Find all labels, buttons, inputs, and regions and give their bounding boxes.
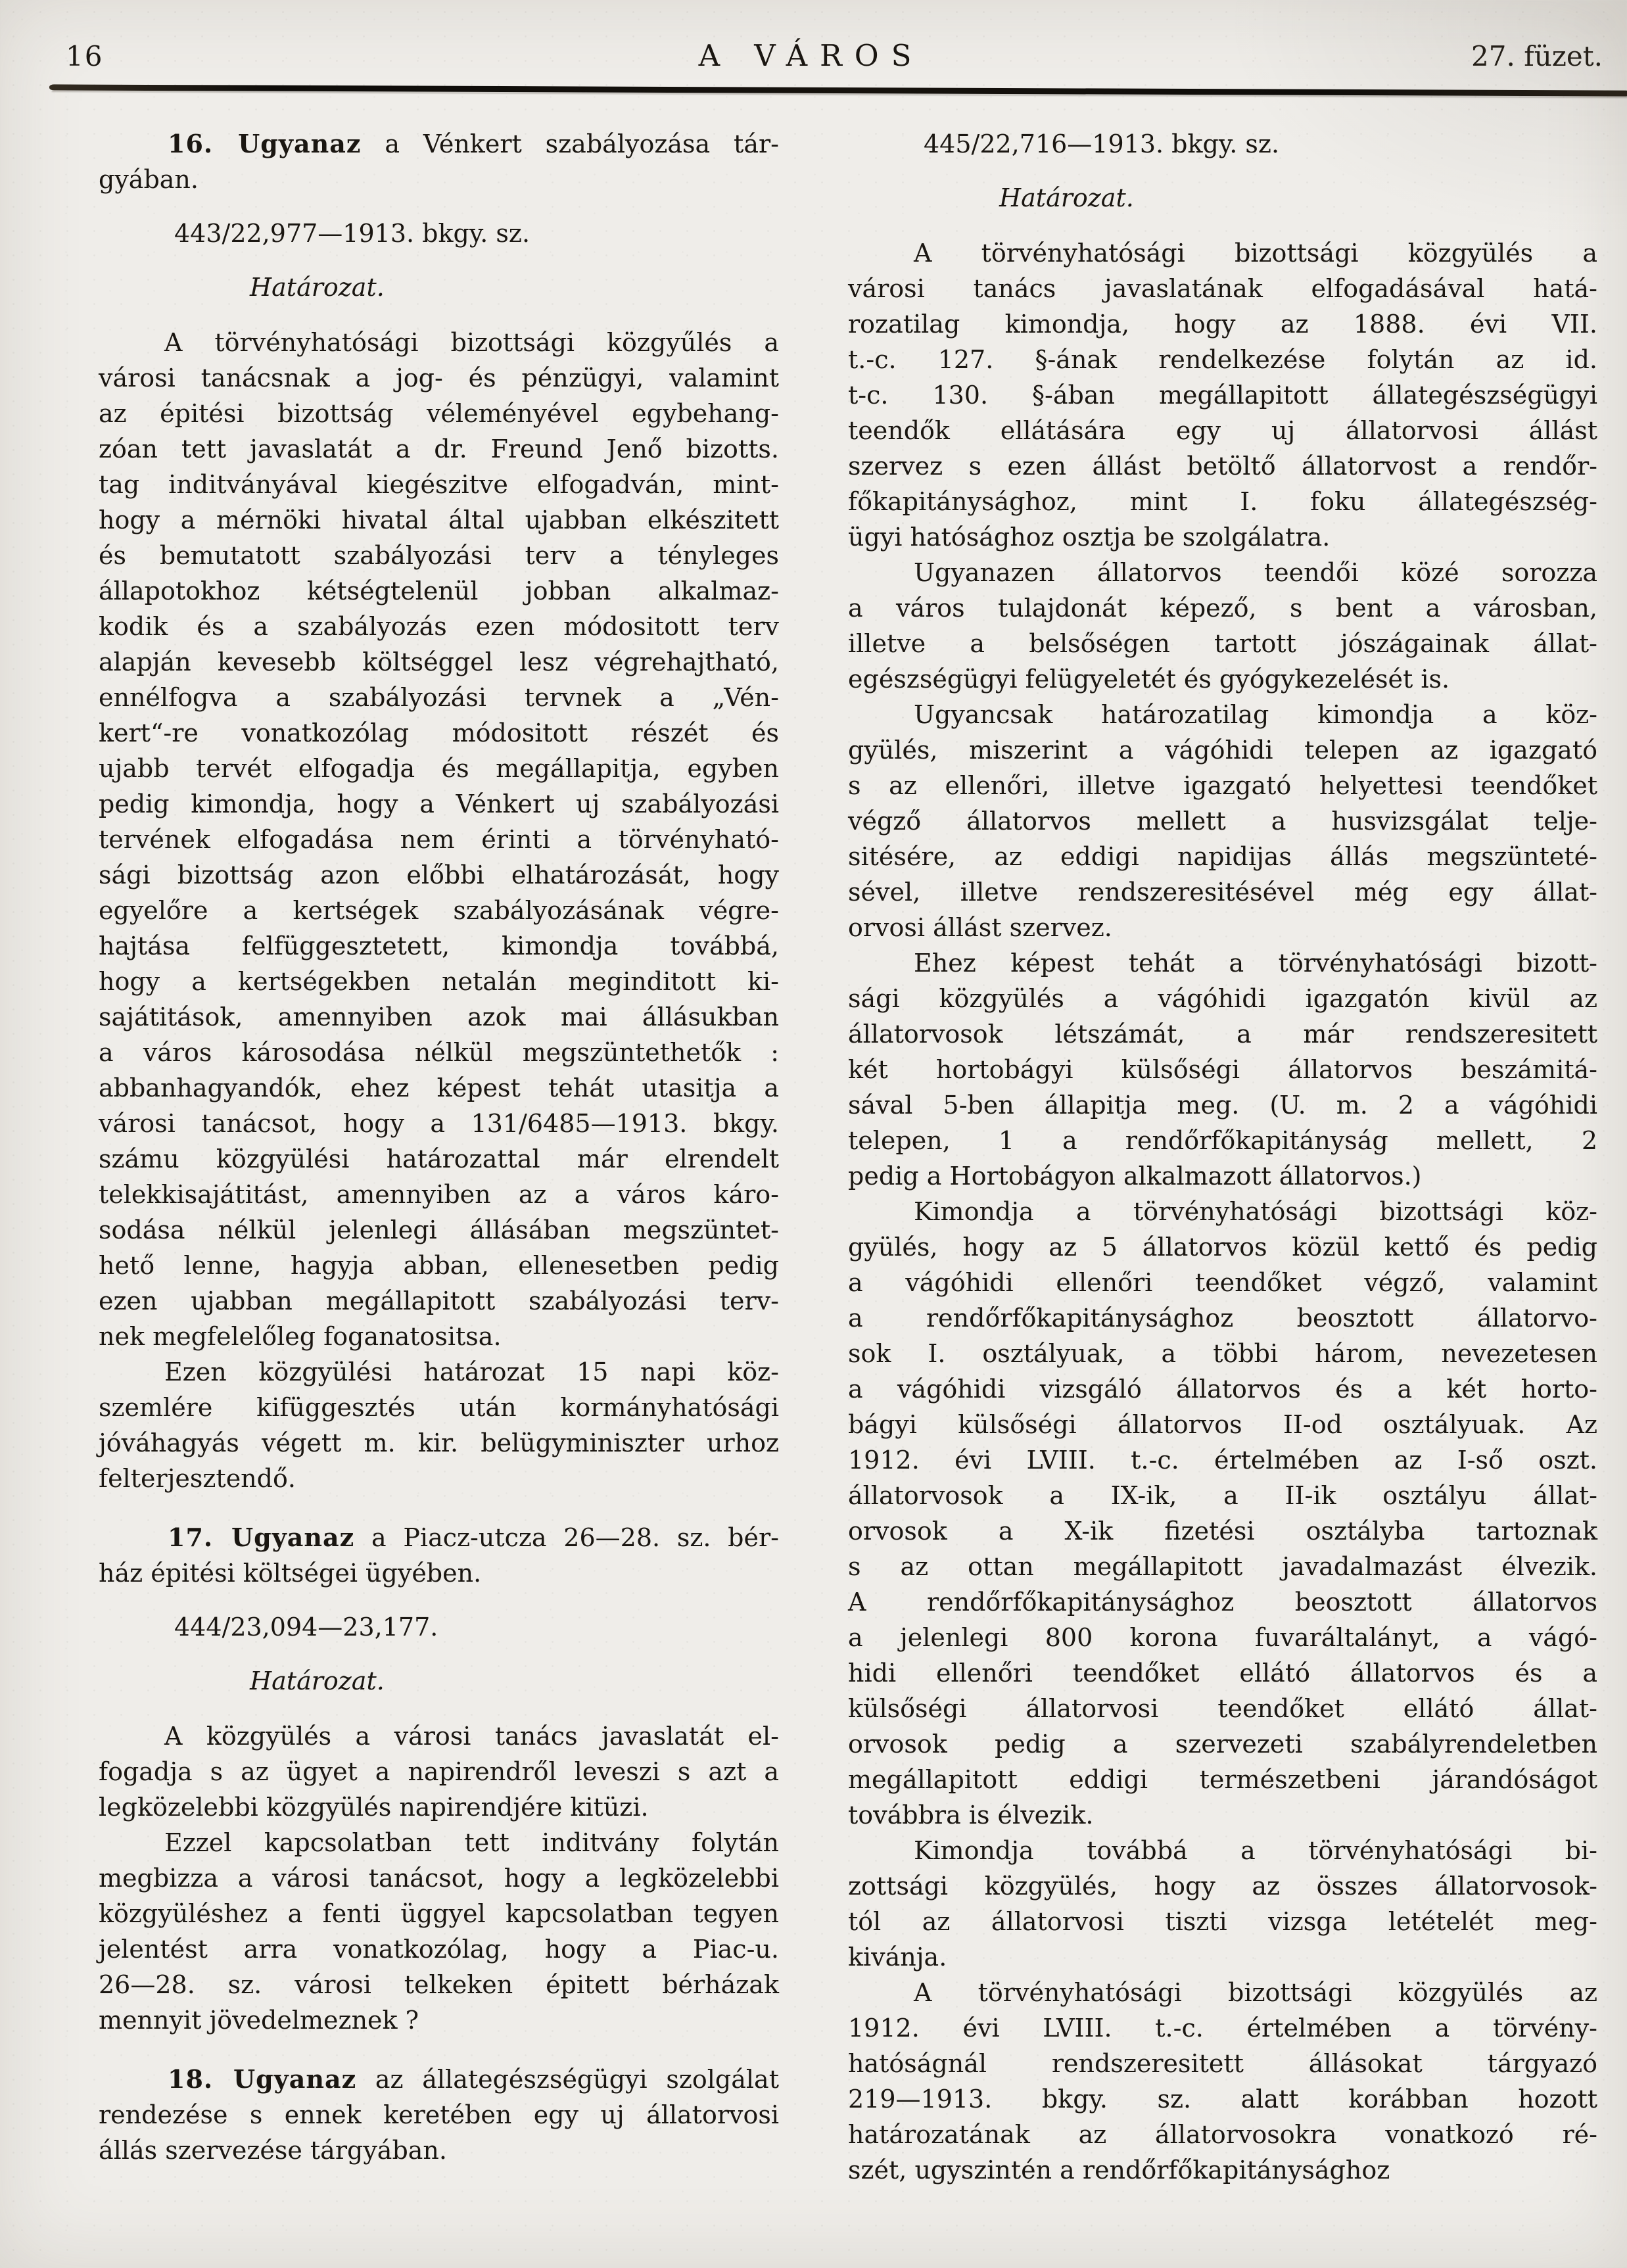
resolution-heading xyxy=(99,1663,779,1699)
text-line: hogy a kertségekben netalán meginditott ki- xyxy=(99,967,779,996)
paragraph xyxy=(848,555,1597,697)
text-line: illetve a belsőségen tartott jószágainak állat- xyxy=(848,629,1597,658)
text-line: tervének elfogadása nem érinti a törvényható- xyxy=(99,825,779,854)
text-line: A törvényhatósági bizottsági közgyülés az xyxy=(914,1978,1597,2007)
text-line: mennyit jövedelmeznek ? xyxy=(99,2006,419,2035)
text-line: városi tanács javaslatának elfogadásával hatá- xyxy=(848,274,1597,303)
text-line: a vágóhidi ellenőri teendőket végző, valamint xyxy=(848,1268,1597,1297)
text-line: sajátitások, amennyiben azok mai állásukban xyxy=(99,1003,779,1031)
text-line: a város károsodása nélkül megszüntethetők : xyxy=(99,1038,779,1067)
text-line: A törvényhatósági bizottsági közgyülés a xyxy=(914,239,1597,268)
paragraph xyxy=(99,325,779,1354)
text-line: A törvényhatósági bizottsági közgyűlés a xyxy=(164,328,779,357)
text-line: állatorvosok a IX-ik, a II-ik osztályu állat- xyxy=(848,1481,1597,1510)
text-line: orvosok a X-ik fizetési osztályba tartoznak xyxy=(848,1517,1597,1546)
text-line: pedig a Hortobágyon alkalmazott állatorvos.) xyxy=(848,1162,1422,1191)
text-line: 16. Ugyanaz a Vénkert szabályozása tár- xyxy=(168,129,779,158)
text-line: ezen ujabban megállapitott szabályozási terv- xyxy=(99,1287,779,1315)
text-line: a rendőrfőkapitánysághoz beosztott állatorvo- xyxy=(848,1304,1597,1333)
text-line: sodása nélkül jelenlegi állásában megszüntet- xyxy=(99,1216,779,1244)
text-line: telekkisajátitást, amennyiben az a város káro- xyxy=(99,1180,779,1209)
text-line: telepen, 1 a rendőrfőkapitányság mellett, 2 xyxy=(848,1126,1597,1155)
text-line: ügyi hatósághoz osztja be szolgálatra. xyxy=(848,523,1331,552)
text-line: Ugyanazen állatorvos teendői közé sorozza xyxy=(914,558,1597,587)
page-number: 16 xyxy=(66,40,104,72)
text-line: felterjesztendő. xyxy=(99,1464,296,1493)
text-line: rendezése s ennek keretében egy uj állatorvosi xyxy=(99,2100,779,2129)
text-line: Kimondja a törvényhatósági bizottsági köz- xyxy=(914,1197,1597,1226)
paragraph xyxy=(848,945,1597,1194)
left-column xyxy=(99,126,779,2188)
text-line: hatóságnál rendszeresitett állásokat tárgyazó xyxy=(848,2049,1597,2078)
case-number xyxy=(99,1609,779,1645)
text-line: A rendőrfőkapitánysághoz beosztott állatorvos xyxy=(848,1588,1597,1617)
text-line: határozatának az állatorvosokra vonatkozó ré- xyxy=(848,2120,1597,2149)
text-line: gyülés, hogy az 5 állatorvos közül kettő és pedig xyxy=(848,1233,1597,1262)
text-line: sával 5-ben állapitja meg. (U. m. 2 a vágóhidi xyxy=(848,1091,1597,1120)
text-line: abbanhagyandók, ehez képest tehát utasitja a xyxy=(99,1074,779,1102)
text-line: számu közgyülési határozattal már elrendelt xyxy=(99,1145,779,1173)
resolution-heading xyxy=(99,270,779,305)
paragraph xyxy=(99,1718,779,1825)
text-line: szemlére kifüggesztés után kormányhatósági xyxy=(99,1393,779,1422)
paragraph xyxy=(99,1354,779,1496)
text-line: sével, illetve rendszeresitésével még egy állat- xyxy=(848,878,1597,907)
text-line: Kimondja továbbá a törvényhatósági bi- xyxy=(914,1836,1597,1865)
text-line: 17. Ugyanaz a Piacz-utcza 26—28. sz. bér- xyxy=(168,1523,779,1552)
text-line: hogy a mérnöki hivatal által ujabban elkészitett xyxy=(99,506,779,534)
text-line: 18. Ugyanaz az állategészségügyi szolgálat xyxy=(168,2064,779,2094)
text-line: végző állatorvos mellett a husvizsgálat telje- xyxy=(848,807,1597,836)
text-line: sok I. osztályuak, a többi három, nevezetesen xyxy=(848,1339,1597,1368)
text-line: zottsági közgyülés, hogy az összes állatorvosok- xyxy=(848,1872,1597,1901)
text-line: nek megfelelőleg foganatositsa. xyxy=(99,1322,502,1351)
text-line: továbbra is élvezik. xyxy=(848,1801,1094,1830)
text-line: külsőségi állatorvosi teendőket ellátó állat- xyxy=(848,1694,1597,1723)
text-line: gyában. xyxy=(99,165,199,194)
text-line: 445/22,716—1913. bkgy. sz. xyxy=(924,130,1280,158)
text-line: 219—1913. bkgy. sz. alatt korábban hozott xyxy=(848,2085,1597,2114)
text-line: egészségügyi felügyeletét és gyógykezelését is. xyxy=(848,665,1450,694)
paragraph xyxy=(848,1975,1597,2188)
text-columns xyxy=(99,126,1597,2188)
text-line: hető lenne, hagyja abban, ellenesetben pedig xyxy=(99,1251,779,1280)
text-line: A közgyülés a városi tanács javaslatát el- xyxy=(164,1722,779,1751)
text-line: állatorvosok létszámát, a már rendszeresitett xyxy=(848,1020,1597,1049)
text-line: kodik és a szabályozás ezen módositott terv xyxy=(99,612,779,641)
text-line: t.-c. 127. §-ának rendelkezése folytán az id. xyxy=(848,345,1597,374)
text-line: s az ottan megállapitott javadalmazást élvezik. xyxy=(848,1552,1597,1581)
text-line: kivánja. xyxy=(848,1943,947,1972)
text-line: tag inditványával kiegészitve elfogadván, mint- xyxy=(99,470,779,499)
text-line: az épitési bizottság véleményével egybehang- xyxy=(99,399,779,428)
text-line: megállapitott eddigi természetbeni járandóságot xyxy=(848,1765,1597,1794)
resolution-heading xyxy=(848,180,1597,216)
text-line: hidi ellenőri teendőket ellátó állatorvos és a xyxy=(848,1659,1597,1688)
text-line: szét, ugyszintén a rendőrfőkapitánysághoz xyxy=(848,2156,1390,2185)
masthead xyxy=(66,38,1603,73)
text-line: Ehez képest tehát a törvényhatósági bizott- xyxy=(914,949,1597,978)
text-line: Határozat. xyxy=(250,1666,385,1695)
text-line: sitésére, az eddigi napidijas állás megszünteté- xyxy=(848,842,1597,871)
header-rule xyxy=(49,84,1627,96)
paragraph xyxy=(848,1194,1597,1833)
text-line: hajtása felfüggesztetett, kimondja továbbá, xyxy=(99,932,779,960)
text-line: Határozat. xyxy=(999,183,1134,212)
paragraph xyxy=(848,1833,1597,1975)
text-line: főkapitánysághoz, mint I. foku állategészség- xyxy=(848,487,1597,516)
text-line: pedig kimondja, hogy a Vénkert uj szabályozási xyxy=(99,790,779,818)
text-line: 1912. évi LVIII. t.-c. értelmében az I-ső oszt. xyxy=(848,1446,1597,1475)
text-line: ennélfogva a szabályozási tervnek a „Vén- xyxy=(99,683,779,712)
text-line: s az ellenőri, illetve igazgató helyettesi teendőket xyxy=(848,771,1597,800)
text-line: orvosok pedig a szervezeti szabályrendeletben xyxy=(848,1730,1597,1759)
issue-number: 27. füzet. xyxy=(1471,40,1603,72)
text-line: 444/23,094—23,177. xyxy=(174,1613,438,1642)
text-line: legközelebbi közgyülés napirendjére kitüzi. xyxy=(99,1793,649,1822)
text-line: t-c. 130. §-ában megállapitott állategészségügyi xyxy=(848,381,1597,410)
text-line: megbizza a városi tanácsot, hogy a legközelebbi xyxy=(99,1864,779,1893)
text-line: gyülés, miszerint a vágóhidi telepen az igazgató xyxy=(848,736,1597,765)
paragraph xyxy=(848,697,1597,945)
text-line: sági közgyülés a vágóhidi igazgatón kivül az xyxy=(848,984,1597,1013)
text-line: és bemutatott szabályozási terv a tényleges xyxy=(99,541,779,570)
text-line: városi tanácsnak a jog- és pénzügyi, valamint xyxy=(99,364,779,392)
text-line: bágyi külsőségi állatorvos II-od osztályuak. Az xyxy=(848,1410,1597,1439)
agenda-item-heading xyxy=(99,2062,779,2168)
text-line: közgyüléshez a fenti üggyel kapcsolatban tegyen xyxy=(99,1899,779,1928)
text-line: állapotokhoz kétségtelenül jobban alkalmaz- xyxy=(99,577,779,605)
text-line: kert“-re vonatkozólag módositott részét és xyxy=(99,719,779,747)
text-line: 1912. évi LVIII. t.-c. értelmében a törvény- xyxy=(848,2014,1597,2043)
text-line: egyelőre a kertségek szabályozásának végre- xyxy=(99,896,779,925)
text-line: tól az állatorvosi tiszti vizsga letételét meg- xyxy=(848,1907,1597,1936)
text-line: Ezen közgyülési határozat 15 napi köz- xyxy=(164,1358,779,1386)
text-line: teendők ellátására egy uj állatorvosi állást xyxy=(848,416,1597,445)
text-line: ház épitési költségei ügyében. xyxy=(99,1559,482,1588)
text-line: 443/22,977—1913. bkgy. sz. xyxy=(174,219,531,248)
text-line: alapján kevesebb költséggel lesz végrehajtható, xyxy=(99,648,779,676)
text-line: jelentést arra vonatkozólag, hogy a Piac-u. xyxy=(99,1935,779,1964)
case-number xyxy=(99,216,779,251)
text-line: Ugyancsak határozatilag kimondja a köz- xyxy=(914,700,1597,729)
paragraph xyxy=(848,235,1597,555)
text-line: fogadja s az ügyet a napirendről leveszi s azt a xyxy=(99,1757,779,1786)
text-line: Határozat. xyxy=(250,273,385,302)
text-line: a város tulajdonát képező, s bent a városban, xyxy=(848,594,1597,623)
text-line: ujabb tervét elfogadja és megállapitja, egyben xyxy=(99,754,779,783)
text-line: két hortobágyi külsőségi állatorvos beszámitá- xyxy=(848,1055,1597,1084)
text-line: a vágóhidi vizsgáló állatorvos és a két horto- xyxy=(848,1375,1597,1404)
agenda-item-heading xyxy=(99,126,779,197)
text-line: sági bizottság azon előbbi elhatározását, hogy xyxy=(99,861,779,889)
text-line: jóváhagyás végett m. kir. belügyminiszter urhoz xyxy=(99,1429,779,1457)
text-line: orvosi állást szervez. xyxy=(848,913,1112,942)
text-line: 26—28. sz. városi telkeken épitett bérházak xyxy=(99,1970,779,1999)
text-line: rozatilag kimondja, hogy az 1888. évi VII. xyxy=(848,310,1597,339)
text-line: állás szervezése tárgyában. xyxy=(99,2136,447,2165)
right-column xyxy=(848,126,1597,2188)
text-line: szervez s ezen állást betöltő állatorvost a rendőr- xyxy=(848,452,1597,481)
text-line: zóan tett javaslatát a dr. Freund Jenő bizotts. xyxy=(99,435,779,463)
paragraph xyxy=(99,1825,779,2038)
agenda-item-heading xyxy=(99,1520,779,1591)
text-line: városi tanácsot, hogy a 131/6485—1913. bkgy. xyxy=(99,1109,779,1138)
text-line: a jelenlegi 800 korona fuvaráltalányt, a vágó- xyxy=(848,1623,1597,1652)
text-line: Ezzel kapcsolatban tett inditvány folytán xyxy=(164,1828,779,1857)
case-number xyxy=(848,126,1597,162)
page-title: A VÁROS xyxy=(698,38,924,73)
